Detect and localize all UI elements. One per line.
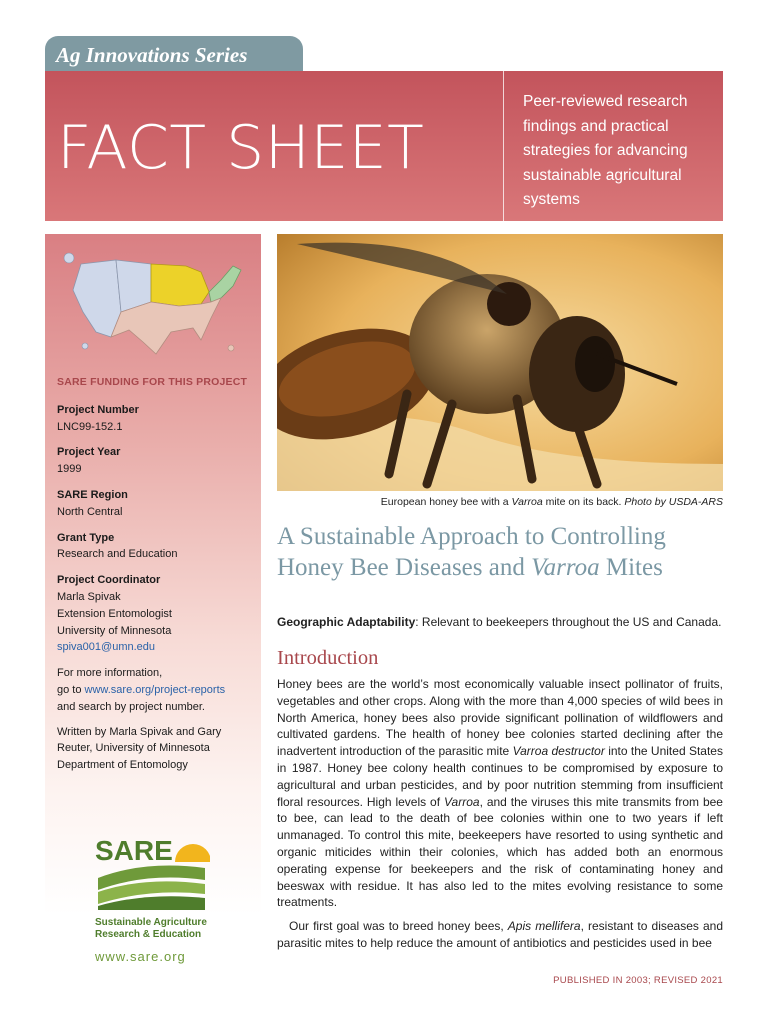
more-info-goto: go to (57, 683, 82, 696)
written-by: Written by Marla Spivak and Gary Reuter, University of Minnesota Department of Entomology (57, 725, 222, 772)
more-info-line (57, 682, 257, 699)
field-value: Research and Education (57, 548, 178, 561)
field-grant-type (57, 530, 257, 564)
us-region-map-icon (61, 242, 247, 364)
sidebar-heading: SARE FUNDING FOR THIS PROJECT (57, 376, 248, 388)
caption-varroa: Varroa (511, 496, 543, 508)
sidebar (45, 234, 261, 974)
bee-photo (277, 234, 723, 491)
coordinator-role: Extension Entomologist (57, 607, 172, 620)
p1-a: Honey bees are the world’s most economically valuable insect pollinator of fruits, vegetables and other crops. Along with the more than 4,000 species of wild bees in North America, honey bees also provide significant pollination of wildflowers and cultivated gardens. The health of honey bee colonies started declining after the inadvertent introduction of the parasitic mite (277, 677, 723, 759)
logo-word: SARE (95, 835, 173, 866)
p2-b: , resistant to diseases and parasitic mites to help reduce the amount of antibiotics and pesticides used in bee (277, 919, 723, 950)
banner-divider (503, 71, 504, 221)
series-tab: Ag Innovations Series (45, 36, 303, 72)
article-title (277, 521, 727, 583)
logo-line2: Research & Education (95, 929, 202, 940)
page-title: FACT SHEET (57, 113, 425, 183)
title-line-2 (277, 552, 727, 583)
title-varroa: Varroa (531, 554, 600, 581)
field-value: North Central (57, 505, 123, 518)
adapt-label: Geographic Adaptability (277, 615, 416, 629)
field-label: Project Coordinator (57, 574, 161, 587)
coordinator-name: Marla Spivak (57, 590, 121, 603)
more-info-prefix: For more information, (57, 667, 163, 680)
caption-text: European honey bee with a (380, 496, 512, 508)
p1-b: into the United States in 1987. Honey bee colony health continues to be compromised by exposure to agricultural and urban pesticides, and by poor nutrition stemming from insufficient floral resources. High levels of (277, 744, 723, 809)
header-banner (45, 71, 723, 221)
field-label: Grant Type (57, 531, 115, 544)
field-label: Project Year (57, 446, 121, 459)
field-sare-region (57, 487, 257, 521)
sare-logo[interactable] (95, 832, 210, 962)
field-project-coordinator (57, 572, 257, 656)
body-text (277, 676, 723, 959)
field-label: SARE Region (57, 488, 128, 501)
introduction-heading: Introduction (277, 647, 379, 669)
caption-credit: Photo by USDA-ARS (624, 496, 723, 508)
field-value: LNC99-152.1 (57, 420, 123, 433)
p1-varroa-destructor: Varroa destructor (512, 744, 605, 759)
field-project-year (57, 444, 257, 478)
field-value: 1999 (57, 463, 82, 476)
project-reports-link[interactable]: www.sare.org/project-reports (84, 683, 226, 696)
geographic-adaptability (277, 615, 727, 629)
title-line-1: A Sustainable Approach to Controlling (277, 523, 666, 550)
p1-varroa: Varroa (443, 794, 480, 809)
published-date: PUBLISHED IN 2003; REVISED 2021 (553, 975, 723, 986)
coordinator-email-link[interactable]: spiva001@umn.edu (57, 641, 156, 654)
photo-caption (277, 496, 723, 508)
title-line-2-end: Mites (599, 554, 663, 581)
caption-text-mid: mite on its back. (542, 496, 625, 508)
adapt-text: : Relevant to beekeepers throughout the US and Canada. (415, 615, 722, 629)
coordinator-org: University of Minnesota (57, 624, 172, 637)
p2-apis-mellifera: Apis mellifera (507, 919, 581, 934)
field-label: Project Number (57, 403, 139, 416)
logo-line1: Sustainable Agriculture (95, 917, 207, 928)
field-project-number (57, 402, 257, 436)
honey-bee-illustration-icon (277, 234, 723, 491)
sare-logo-icon (95, 832, 210, 910)
paragraph-1 (277, 676, 723, 911)
more-info-suffix: and search by project number. (57, 700, 205, 713)
banner-tagline: Peer-reviewed research findings and practical strategies for advancing sustainable agricultural systems (523, 93, 688, 208)
logo-url[interactable]: www.sare.org (95, 949, 186, 964)
title-line-2-start: Honey Bee Diseases and (277, 554, 532, 581)
paragraph-2 (277, 918, 723, 952)
p2-a: Our first goal was to breed honey bees, (289, 919, 508, 934)
more-info (57, 665, 257, 715)
p1-c: , and the viruses this mite transmits from bee to bee, can lead to the death of bee colonies within one to two years if left unmanaged. To control this mite, beekeepers have resorted to using synthetic and organic miticides within their colonies, which has added both an enormous operating expense for beekeepers and the risk of contaminating honey and beeswax with residue. It has also led to the mites evolving resistance to some treatments. (277, 794, 723, 910)
